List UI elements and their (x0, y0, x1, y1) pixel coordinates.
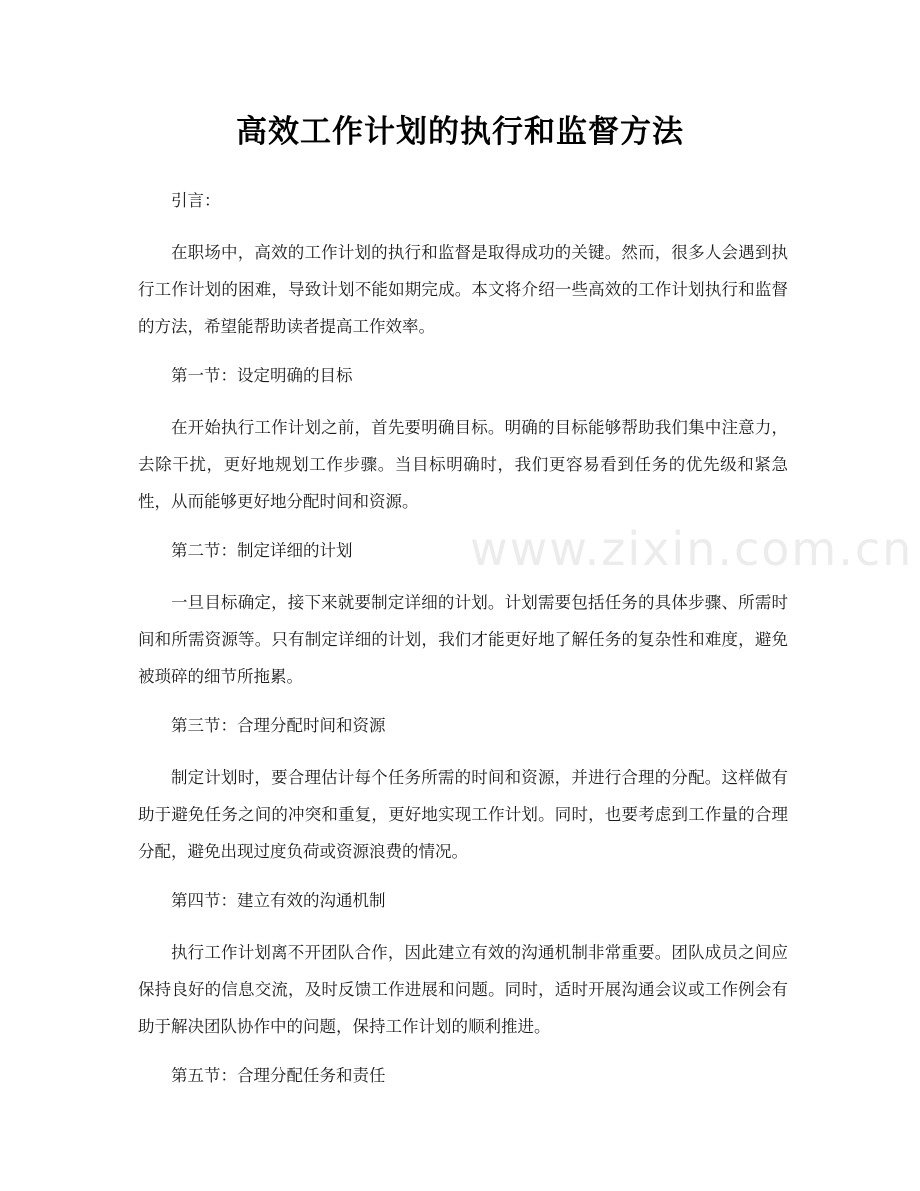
section-2-paragraph: 一旦目标确定，接下来就要制定详细的计划。计划需要包括任务的具体步骤、所需时间和所需资源等。只有制定详细的计划，我们才能更好地了解任务的复杂性和难度，避免被琐碎的细节所拖累。 (138, 593, 788, 686)
section-3-heading: 第三节：合理分配时间和资源 (171, 716, 386, 735)
section-4-heading: 第四节：建立有效的沟通机制 (171, 891, 386, 910)
section-3-paragraph: 制定计划时，要合理估计每个任务所需的时间和资源，并进行合理的分配。这样做有助于避免任务之间的冲突和重复，更好地实现工作计划。同时，也要考虑到工作量的合理分配，避免出现过度负荷或资源浪费的情况。 (138, 768, 788, 861)
section-5-heading: 第五节：合理分配任务和责任 (171, 1066, 386, 1085)
section-4-paragraph: 执行工作计划离不开团队合作，因此建立有效的沟通机制非常重要。团队成员之间应保持良好的信息交流，及时反馈工作进展和问题。同时，适时开展沟通会议或工作例会有助于解决团队协作中的问题，保持工作计划的顺利推进。 (138, 943, 788, 1036)
section-1-heading: 第一节：设定明确的目标 (171, 366, 353, 385)
intro-heading: 引言： (171, 191, 221, 210)
document-title: 高效工作计划的执行和监督方法 (236, 114, 684, 150)
watermark: www.zixin.com.cn (470, 522, 914, 576)
section-1-paragraph: 在开始执行工作计划之前，首先要明确目标。明确的目标能够帮助我们集中注意力，去除干扰，更好地规划工作步骤。当目标明确时，我们更容易看到任务的优先级和紧急性，从而能够更好地分配时间和资源。 (138, 418, 788, 511)
document-body (138, 182, 914, 1109)
section-2-heading: 第二节：制定详细的计划 (171, 541, 353, 560)
intro-paragraph: 在职场中，高效的工作计划的执行和监督是取得成功的关键。然而，很多人会遇到执行工作计划的困难，导致计划不能如期完成。本文将介绍一些高效的工作计划执行和监督的方法，希望能帮助读者提高工作效率。 (138, 243, 788, 336)
